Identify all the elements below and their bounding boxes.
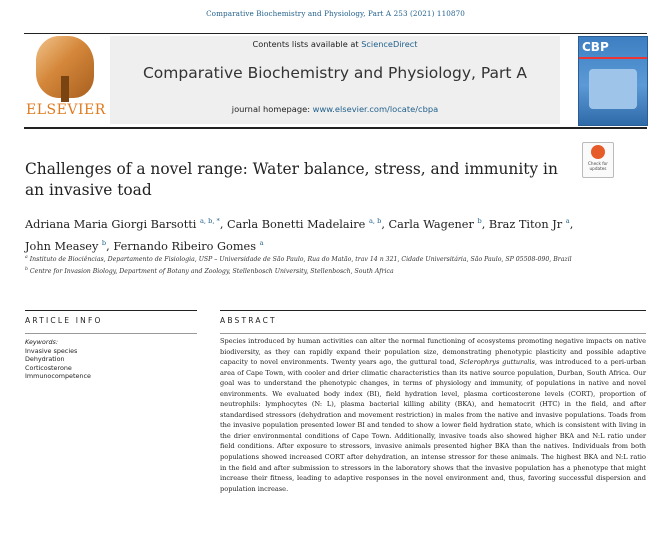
cover-strip (579, 57, 647, 59)
abstract-part-1: Species introduced by human activities can alter the normal functioning of ecosystems promoting negative impacts on native biodiversity, as they can rapidly expand their population size, demonstrating phenotypic plasticity and possible adaptive capacity to novel environments. Twenty years ago, the guttural toad, (220, 337, 646, 367)
crossmark-icon (591, 145, 605, 159)
keyword-item: Immunocompetence (25, 372, 91, 381)
author-affiliation-mark[interactable]: a, b, * (199, 217, 220, 225)
author-separator: , (106, 239, 114, 253)
author-list (25, 212, 635, 256)
keywords-block (25, 338, 197, 381)
journal-masthead (110, 36, 560, 124)
affiliation-item (25, 253, 635, 265)
affiliation-text: Instituto de Biociências, Departamento de Fisiologia, USP – Universidade de São Paulo, Rua do Matão, trav 14 n 321, Cidade Universitária, São Paulo, SP 05508-090, Brazil (29, 256, 572, 264)
journal-cover-thumbnail[interactable] (578, 36, 648, 126)
abstract-rule (220, 310, 646, 311)
article-title: Challenges of a novel range: Water balance, stress, and immunity in an invasive toad (25, 160, 558, 199)
affiliation-mark: a (25, 255, 28, 260)
abstract-heading: ABSTRACT (220, 316, 277, 325)
journal-title: Comparative Biochemistry and Physiology, Part A (142, 64, 528, 82)
author-name[interactable]: Carla Bonetti Madelaire (227, 217, 366, 231)
elsevier-logo[interactable] (26, 36, 104, 122)
article-info-heading: ARTICLE INFO (25, 316, 103, 325)
affiliation-text: Centre for Invasion Biology, Department of Botany and Zoology, Stellenbosch University, Stellenbosch, South Africa (29, 267, 394, 275)
author-separator: , (481, 217, 489, 231)
header-rule-top (24, 33, 647, 34)
author-affiliation-mark[interactable]: a (259, 238, 264, 247)
check-for-updates-button[interactable] (582, 142, 614, 178)
author-affiliation-mark[interactable]: a, b (368, 217, 382, 225)
badge-line-2: updates (589, 166, 607, 171)
author-name[interactable]: Adriana Maria Giorgi Barsotti (25, 217, 197, 231)
badge-text (583, 161, 613, 171)
running-head[interactable]: Comparative Biochemistry and Physiology, Part A 253 (2021) 110870 (206, 9, 465, 18)
affiliation-mark: b (25, 266, 28, 272)
keywords-rule (25, 333, 197, 334)
species-name: Sclerophrys gutturalis (459, 358, 535, 367)
homepage-prefix: journal homepage: (231, 104, 311, 114)
keyword-item: Invasive species (25, 346, 78, 355)
abstract-text (220, 336, 646, 494)
author-affiliation-mark[interactable]: b (477, 217, 482, 225)
author-affiliation-mark[interactable]: b (101, 238, 107, 247)
author-name[interactable]: Braz Titon Jr (488, 217, 563, 231)
author-separator: , (381, 217, 389, 231)
abstract-inner-rule (220, 333, 646, 334)
author-name[interactable]: Carla Wagener (388, 217, 474, 231)
sciencedirect-link[interactable]: ScienceDirect (361, 39, 418, 49)
cover-figure (589, 69, 637, 109)
homepage-link[interactable]: www.elsevier.com/locate/cbpa (312, 104, 439, 114)
header-rule-bottom (24, 127, 647, 129)
keyword-item: Dehydration (25, 355, 65, 364)
homepage-line (110, 104, 560, 114)
keywords-label: Keywords: (25, 338, 58, 346)
author-name[interactable]: John Measey (25, 239, 99, 253)
contents-line (110, 39, 560, 49)
affiliation-item (25, 265, 635, 277)
article-info-rule (25, 310, 197, 311)
contents-prefix: Contents lists available at (252, 39, 359, 49)
affiliation-list (25, 253, 635, 276)
keyword-item: Corticosterone (25, 363, 72, 372)
cover-label: CBP (582, 40, 609, 54)
abstract-part-2: , was introduced to a peri-urban area of Cape Town, with cooler and drier climatic characteristics than its native source population, Durban, South Africa. Our goal was to understand the phenotypic changes, in terms of physiology and immunity, of populations in native and novel environments. We evaluated body index (BI), field hydration level, plasma corticosterone levels (CORT), proportion of neutrophils: lymphocytes (N: L), plasma bacterial killing ability (BKA), and hematocrit (HTC) in the field, and after standardised stressors (dehydration and movement restriction) in males from the native and invasive populations. Toads from the invasive population presented lower BI and tended to show a lower field hydration state, which is consistent with living in the drier environmental conditions of Cape Town. Additionally, invasive toads also showed higher BKA and N:L ratio under field conditions. After exposure to stressors, invasive animals presented higher BKA than the natives. Individuals from both populations showed increased CORT after dehydration, an intense stressor for these animals. The highest BKA and N:L ratio in the field and after submission to stressors in the laboratory shows that the invasive population has a phenotype that might increase their fitness, leading to adaptive responses in the novel environment and, thus, favoring successful dispersion and population increase. (220, 358, 646, 493)
author-separator: , (569, 217, 574, 231)
author-affiliation-mark[interactable]: a (565, 217, 570, 225)
publisher-logo-text: ELSEVIER (26, 102, 106, 118)
badge-line-1: Check for (588, 161, 608, 166)
author-name[interactable]: Fernando Ribeiro Gomes (113, 239, 257, 253)
tree-trunk (61, 76, 69, 102)
author-separator: , (219, 217, 228, 231)
